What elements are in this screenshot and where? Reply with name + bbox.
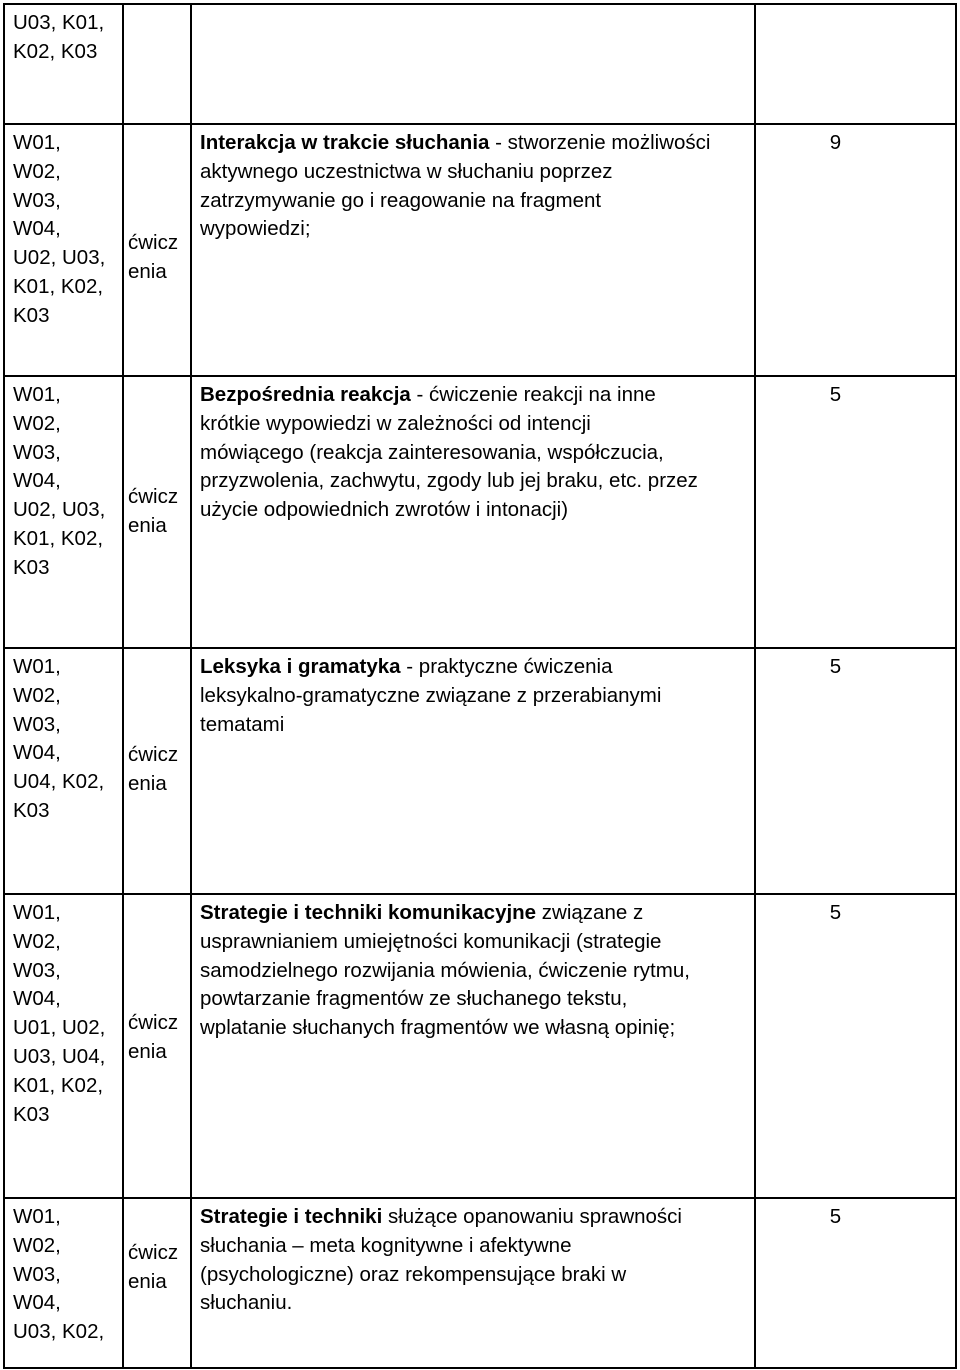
content-line — [200, 439, 754, 468]
learning-outcome-code: K03 — [13, 798, 50, 822]
content-line — [200, 653, 754, 682]
learning-outcome-code: K03 — [13, 1102, 50, 1126]
topic-description: wypowiedzi; — [200, 217, 311, 241]
content-line — [200, 129, 754, 158]
topic-description: związane z — [536, 901, 644, 924]
learning-outcome-code: U01, U02, — [13, 1016, 106, 1040]
learning-outcome-code: W04, — [13, 1291, 61, 1315]
course-content-cell — [191, 1198, 755, 1368]
learning-outcome-code: W02, — [13, 159, 61, 183]
learning-outcome-codes-cell — [4, 124, 123, 376]
topic-description: tematami — [200, 712, 285, 736]
table-row — [4, 894, 956, 1198]
class-form-text: ćwicz — [128, 1011, 179, 1034]
class-form-text: enia — [128, 1039, 167, 1063]
syllabus-table-body — [4, 4, 956, 1368]
hours-value: 5 — [829, 655, 842, 678]
learning-outcome-code: W02, — [13, 1233, 61, 1257]
content-line — [200, 381, 754, 410]
class-form-text: ćwicz — [128, 743, 179, 766]
topic-description: leksykalno-gramatyczne związane z przerabianymi — [200, 683, 662, 707]
content-line — [200, 410, 754, 439]
content-line — [200, 711, 754, 740]
learning-outcome-codes-cell — [4, 1198, 123, 1368]
class-form-text: enia — [128, 513, 167, 537]
learning-outcome-code: K03 — [13, 555, 50, 579]
table-row — [4, 648, 956, 894]
hours-cell — [755, 894, 956, 1198]
course-content-cell — [191, 894, 755, 1198]
learning-outcome-code: W01, — [13, 131, 61, 154]
table-row — [4, 4, 956, 124]
content-line — [200, 1232, 754, 1261]
class-form-cell — [123, 4, 191, 124]
hours-value: 9 — [829, 131, 842, 154]
topic-description: - stworzenie możliwości — [489, 131, 711, 154]
learning-outcome-codes-cell — [4, 648, 123, 894]
hours-value: 5 — [829, 901, 842, 924]
learning-outcome-codes-cell — [4, 376, 123, 648]
content-line — [200, 158, 754, 187]
content-line — [200, 187, 754, 216]
learning-outcome-code: W02, — [13, 929, 61, 953]
learning-outcome-code: K01, K02, — [13, 274, 104, 298]
learning-outcome-code: W04, — [13, 987, 61, 1011]
topic-title: Leksyka i gramatyka — [200, 655, 401, 678]
topic-description: (psychologiczne) oraz rekompensujące braki w — [200, 1262, 627, 1286]
hours-cell — [755, 376, 956, 648]
topic-title: Strategie i techniki — [200, 1205, 383, 1228]
learning-outcome-code: U03, U04, — [13, 1044, 106, 1068]
learning-outcome-code: W01, — [13, 655, 61, 678]
topic-description: użycie odpowiednich zwrotów i intonacji) — [200, 498, 569, 522]
class-form-cell — [123, 376, 191, 648]
learning-outcome-code: U02, U03, — [13, 246, 106, 270]
table-row — [4, 124, 956, 376]
hours-value: 5 — [829, 1205, 842, 1228]
course-content-cell — [191, 648, 755, 894]
learning-outcome-code: K03 — [13, 303, 50, 327]
hours-cell — [755, 124, 956, 376]
syllabus-table — [3, 3, 957, 1369]
hours-cell — [755, 648, 956, 894]
course-content-cell — [191, 124, 755, 376]
table-row — [4, 1198, 956, 1368]
learning-outcome-code: W02, — [13, 683, 61, 707]
hours-cell — [755, 1198, 956, 1368]
topic-description: wplatanie słuchanych fragmentów we własną opinię; — [200, 1016, 676, 1040]
content-line — [200, 985, 754, 1014]
topic-description: służące opanowaniu sprawności — [382, 1205, 682, 1228]
learning-outcome-code: W01, — [13, 1205, 61, 1228]
topic-description: - ćwiczenie reakcji na inne — [410, 383, 656, 406]
class-form-cell — [123, 648, 191, 894]
content-line — [200, 215, 754, 244]
topic-description: mówiącego (reakcja zainteresowania, współczucia, — [200, 440, 664, 464]
learning-outcome-code: W03, — [13, 440, 61, 464]
class-form-text: enia — [128, 259, 167, 283]
class-form-text: ćwicz — [128, 485, 179, 508]
table-row — [4, 376, 956, 648]
content-line — [200, 899, 754, 928]
topic-description: słuchaniu. — [200, 1291, 293, 1315]
learning-outcome-code: W04, — [13, 741, 61, 765]
learning-outcome-code: W04, — [13, 217, 61, 241]
content-line — [200, 496, 754, 525]
learning-outcome-code: U03, K01, — [13, 11, 105, 34]
learning-outcome-code: K01, K02, — [13, 1073, 104, 1097]
learning-outcome-codes-cell — [4, 4, 123, 124]
learning-outcome-code: K01, K02, — [13, 526, 104, 550]
class-form-cell — [123, 124, 191, 376]
content-line — [200, 1261, 754, 1290]
class-form-text: enia — [128, 771, 167, 795]
learning-outcome-code: U03, K02, — [13, 1320, 105, 1344]
course-content-cell — [191, 4, 755, 124]
topic-description: przyzwolenia, zachwytu, zgody lub jej braku, etc. przez — [200, 469, 698, 493]
class-form-text: ćwicz — [128, 231, 179, 254]
topic-description: usprawnianiem umiejętności komunikacji (strategie — [200, 929, 662, 953]
content-line — [200, 682, 754, 711]
course-content-cell — [191, 376, 755, 648]
class-form-cell — [123, 894, 191, 1198]
learning-outcome-code: W03, — [13, 188, 61, 212]
topic-title: Bezpośrednia reakcja — [200, 383, 411, 406]
learning-outcome-code: W01, — [13, 901, 61, 924]
content-line — [200, 957, 754, 986]
topic-title: Strategie i techniki komunikacyjne — [200, 901, 537, 924]
learning-outcome-code: W03, — [13, 1262, 61, 1286]
topic-description: zatrzymywanie go i reagowanie na fragment — [200, 188, 602, 212]
learning-outcome-codes-cell — [4, 894, 123, 1198]
topic-description: powtarzanie fragmentów ze słuchanego tekstu, — [200, 987, 628, 1011]
class-form-text: ćwicz — [128, 1241, 179, 1264]
topic-description: - praktyczne ćwiczenia — [400, 655, 613, 678]
content-line — [200, 928, 754, 957]
content-line — [200, 467, 754, 496]
learning-outcome-code: W02, — [13, 411, 61, 435]
learning-outcome-code: K02, K03 — [13, 39, 98, 63]
topic-title: Interakcja w trakcie słuchania — [200, 131, 490, 154]
topic-description: samodzielnego rozwijania mówienia, ćwiczenie rytmu, — [200, 958, 690, 982]
hours-value: 5 — [829, 383, 842, 406]
content-line — [200, 1203, 754, 1232]
learning-outcome-code: U02, U03, — [13, 498, 106, 522]
class-form-cell — [123, 1198, 191, 1368]
content-line — [200, 1014, 754, 1043]
learning-outcome-code: U04, K02, — [13, 770, 105, 794]
learning-outcome-code: W03, — [13, 712, 61, 736]
learning-outcome-code: W03, — [13, 958, 61, 982]
topic-description: aktywnego uczestnictwa w słuchaniu poprzez — [200, 159, 613, 183]
topic-description: krótkie wypowiedzi w zależności od intencji — [200, 411, 591, 435]
topic-description: słuchania – meta kognitywne i afektywne — [200, 1233, 572, 1257]
learning-outcome-code: W01, — [13, 383, 61, 406]
class-form-text: enia — [128, 1269, 167, 1293]
content-line — [200, 1289, 754, 1318]
learning-outcome-code: W04, — [13, 469, 61, 493]
hours-cell — [755, 4, 956, 124]
